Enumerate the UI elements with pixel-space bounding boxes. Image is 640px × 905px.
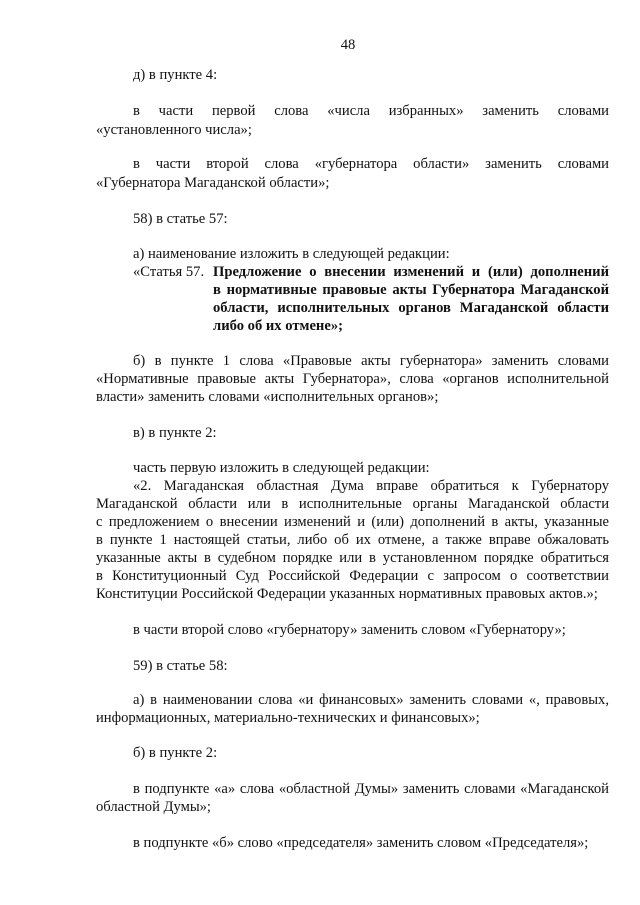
text-line: с предложением о внесении изменений и (или) дополнений в акты, указанные [96, 514, 609, 530]
text-line: областной Думы»; [96, 799, 211, 815]
text-line: 59) в статье 58: [133, 658, 228, 674]
text-line: «Губернатора Магаданской области»; [96, 175, 330, 191]
article-label: «Статья 57. [133, 264, 205, 280]
text-line: в Конституционный Суд Российской Федерации с запросом о соответствии [96, 568, 609, 584]
text-line: в) в пункте 2: [133, 425, 217, 441]
text-line: 58) в статье 57: [133, 211, 228, 227]
text-line: Конституции Российской Федерации указанных нормативных правовых актов.»; [96, 586, 598, 602]
text-line: в подпункте «а» слова «областной Думы» заменить словами «Магаданской [133, 781, 609, 797]
article-title-line: в нормативные правовые акты Губернатора Магаданской [213, 282, 609, 298]
text-line: в части второй слова «губернатора области» заменить словами [133, 156, 609, 172]
text-line: б) в пункте 2: [133, 745, 218, 761]
text-line: а) в наименовании слова «и финансовых» заменить словами «, правовых, [133, 692, 609, 708]
page-number: 48 [340, 37, 356, 53]
text-line: Магаданской области или в исполнительные органы Магаданской области [96, 496, 609, 512]
text-line: «2. Магаданская областная Дума вправе обратиться к Губернатору [133, 478, 609, 494]
text-line: указанные акты в судебном порядке или в установленном порядке обратиться [96, 550, 609, 566]
article-title-line: области, исполнительных органов Магаданской области [213, 300, 609, 316]
text-line: «установленного числа»; [96, 122, 252, 138]
text-line: в части первой слова «числа избранных» заменить словами [133, 103, 609, 119]
text-line: в подпункте «б» слово «председателя» заменить словом «Председателя»; [133, 835, 589, 851]
text-line: информационных, материально-технических и финансовых»; [96, 710, 480, 726]
text-line: а) наименование изложить в следующей редакции: [133, 246, 450, 262]
text-line: в пункте 1 настоящей статьи, либо об их отмене, а также вправе обжаловать [96, 532, 609, 548]
article-title-line: либо об их отмене»; [213, 318, 343, 334]
text-line: часть первую изложить в следующей редакции: [133, 460, 430, 476]
text-line: б) в пункте 1 слова «Правовые акты губернатора» заменить словами [133, 353, 609, 369]
text-line: «Нормативные правовые акты Губернатора», слова «органов исполнительной [96, 371, 609, 387]
article-title-line: Предложение о внесении изменений и (или) дополнений [213, 264, 609, 280]
text-line: в части второй слово «губернатору» заменить словом «Губернатору»; [133, 622, 566, 638]
text-line: власти» заменить словами «исполнительных органов»; [96, 389, 439, 405]
text-line: д) в пункте 4: [133, 67, 218, 83]
